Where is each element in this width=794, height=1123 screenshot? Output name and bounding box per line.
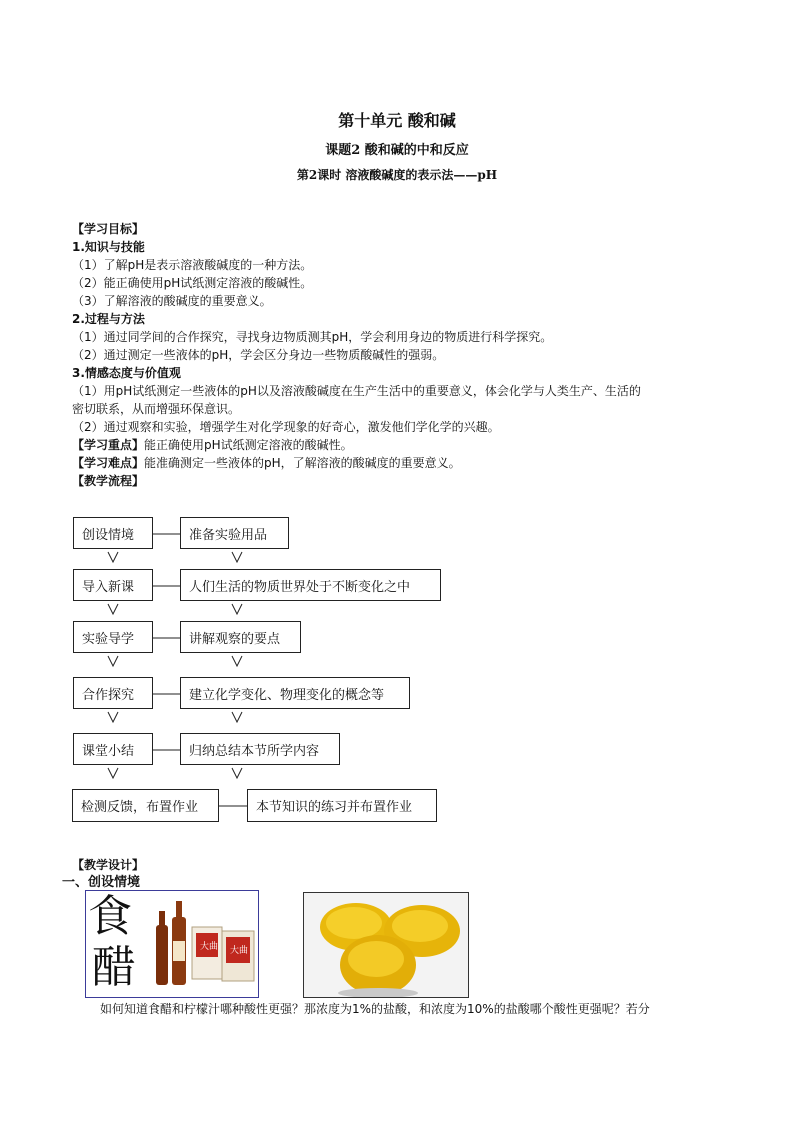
process-item: （1）通过同学间的合作探究，寻找身边物质测其pH，学会利用身边的物质进行科学探究。 [72, 330, 553, 344]
flow-step-right: 人们生活的物质世界处于不断变化之中 [180, 569, 441, 601]
knowledge-item: （1）了解pH是表示溶液酸碱度的一种方法。 [72, 258, 313, 272]
arrow-down-icon [232, 712, 242, 722]
period-title: 第2课时 溶液酸碱度的表示法——pH [296, 168, 498, 182]
flow-step-right: 建立化学变化、物理变化的概念等 [180, 677, 410, 709]
process-item: （2）通过测定一些液体的pH，学会区分身边一些物质酸碱性的强弱。 [72, 348, 445, 362]
knowledge-title: 1.知识与技能 [72, 240, 145, 254]
difficulty-text: 能准确测定一些液体的pH，了解溶液的酸碱度的重要意义。 [144, 456, 461, 470]
knowledge-item: （3）了解溶液的酸碱度的重要意义。 [72, 294, 272, 308]
objectives-heading: 【学习目标】 [72, 222, 145, 236]
flow-step-left: 课堂小结 [73, 733, 153, 765]
bottle-label [173, 941, 185, 961]
vinegar-bottles-icon [138, 897, 258, 997]
values-title: 3.情感态度与价值观 [72, 366, 181, 380]
flow-step-right: 本节知识的练习并布置作业 [247, 789, 437, 822]
process-title: 2.过程与方法 [72, 312, 145, 326]
arrow-down-icon [108, 604, 118, 614]
arrow-down-icon [232, 768, 242, 778]
section-one-title: 一、创设情境 [62, 875, 141, 890]
unit-title: 第十单元 酸和碱 [338, 111, 456, 130]
design-heading: 【教学设计】 [72, 858, 145, 872]
arrow-down-icon [108, 656, 118, 666]
values-item-2: （2）通过观察和实验，增强学生对化学现象的好奇心，激发他们学化学的兴趣。 [72, 420, 500, 434]
vinegar-image [85, 890, 259, 998]
flow-step-right: 归纳总结本节所学内容 [180, 733, 340, 765]
bottle-shape [156, 925, 168, 985]
lemon-highlight [326, 907, 382, 939]
bottle-neck [176, 901, 182, 919]
arrow-down-icon [232, 656, 242, 666]
flow-heading: 【教学流程】 [72, 474, 145, 488]
values-item-1-line-1: （1）用pH试纸测定一些液体的pH以及溶液酸碱度在生产生活中的重要意义，体会化学与人类生产、生活的 [72, 384, 641, 398]
lemons-icon [304, 893, 469, 998]
flow-step-right: 准备实验用品 [180, 517, 289, 549]
lemon-highlight [348, 941, 404, 977]
arrow-down-icon [108, 552, 118, 562]
vinegar-logo-bottom: 醋 [92, 942, 136, 993]
lemon-shadow [338, 988, 418, 998]
flow-step-right: 讲解观察的要点 [180, 621, 301, 653]
flow-step-left: 合作探究 [73, 677, 153, 709]
arrow-down-icon [108, 712, 118, 722]
closing-paragraph: 如何知道食醋和柠檬汁哪种酸性更强？那浓度为1%的盐酸，和浓度为10%的盐酸哪个酸性更强呢？若分 [100, 1002, 650, 1016]
flow-step-left: 创设情境 [73, 517, 153, 549]
arrow-down-icon [108, 768, 118, 778]
difficulty-label: 【学习难点】 [72, 456, 145, 470]
values-item-1-line-2: 密切联系，从而增强环保意识。 [72, 402, 241, 416]
flow-step-left: 实验导学 [73, 621, 153, 653]
flow-step-left: 检测反馈，布置作业 [72, 789, 219, 822]
arrow-down-icon [232, 604, 242, 614]
key-point-label: 【学习重点】 [72, 438, 145, 452]
key-point-text: 能正确使用pH试纸测定溶液的酸碱性。 [144, 438, 353, 452]
lemons-image [303, 892, 469, 998]
gift-box-text: 大曲 [230, 946, 249, 956]
vinegar-logo-top: 食 [88, 891, 132, 942]
lemon-highlight [392, 910, 448, 942]
knowledge-item: （2）能正确使用pH试纸测定溶液的酸碱性。 [72, 276, 313, 290]
gift-box-text: 大曲 [200, 942, 219, 952]
lesson-title: 课题2 酸和碱的中和反应 [325, 143, 469, 158]
bottle-neck [159, 911, 165, 927]
flow-step-left: 导入新课 [73, 569, 153, 601]
arrow-down-icon [232, 552, 242, 562]
